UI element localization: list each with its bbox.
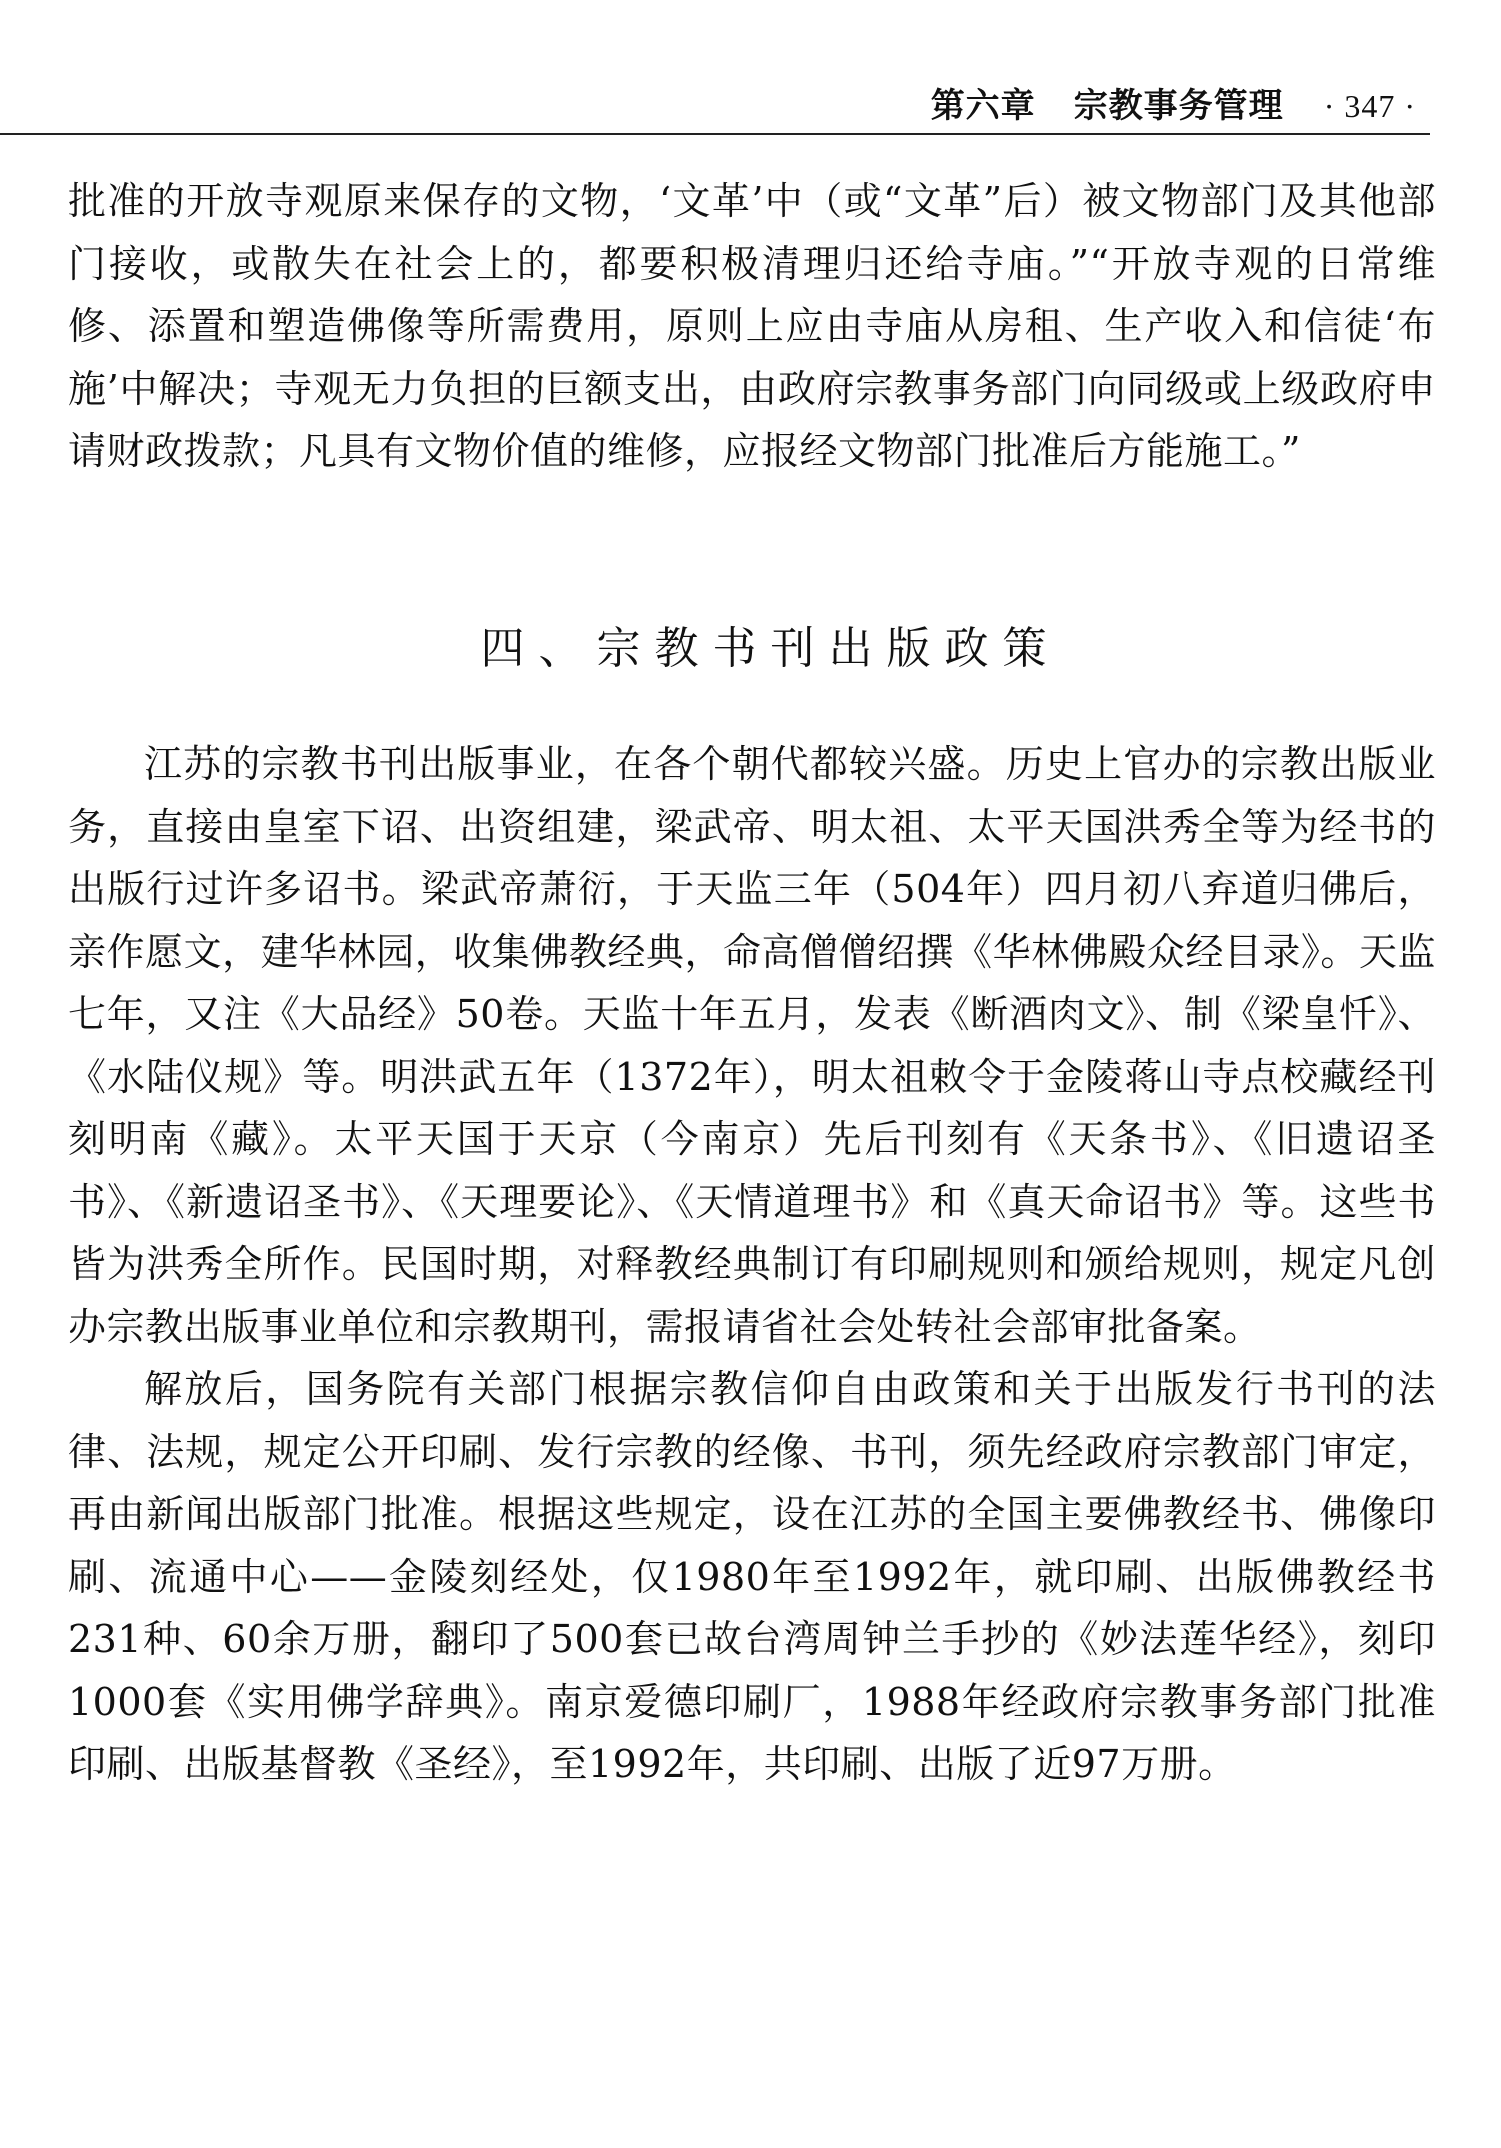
section-paragraph-2: 解放后，国务院有关部门根据宗教信仰自由政策和关于出版发行书刊的法律、法规，规定公开印刷、发行宗教的经像、书刊，须先经政府宗教部门审定，再由新闻出版部门批准。根据这些规定，设在江苏的全国主要佛教经书、佛像印刷、流通中心——金陵刻经处，仅1980年至1992年，就印刷、出版佛教经书231种、60余万册，翻印了500套已故台湾周钟兰手抄的《妙法莲华经》，刻印1000套《实用佛学辞典》。南京爱德印刷厂，1988年经政府宗教事务部门批准印刷、出版基督教《圣经》，至1992年，共印刷、出版了近97万册。: [68, 1367, 1436, 1786]
continued-paragraph-block: [68, 170, 1436, 483]
section-heading: 四、宗教书刊出版政策: [480, 623, 1061, 674]
header-rule: [0, 133, 1430, 135]
section-body: [68, 733, 1436, 1796]
chapter-number: 第六章: [930, 86, 1036, 126]
chapter-title: 宗教事务管理: [1073, 86, 1284, 126]
running-header: [931, 78, 1416, 127]
continued-paragraph: 批准的开放寺观原来保存的文物，‘文革’中（或“文革”后）被文物部门及其他部门接收，或散失在社会上的，都要积极清理归还给寺庙。”“开放寺观的日常维修、添置和塑造佛像等所需费用，原则上应由寺庙从房租、生产收入和信徒‘布施’中解决；寺观无力负担的巨额支出，由政府宗教事务部门向同级或上级政府申请财政拨款；凡具有文物价值的维修，应报经文物部门批准后方能施工。”: [68, 179, 1436, 473]
section-paragraph-1: 江苏的宗教书刊出版事业，在各个朝代都较兴盛。历史上官办的宗教出版业务，直接由皇室下诏、出资组建，梁武帝、明太祖、太平天国洪秀全等为经书的出版行过许多诏书。梁武帝萧衍，于天监三年（504年）四月初八弃道归佛后，亲作愿文，建华林园，收集佛教经典，命高僧僧绍撰《华林佛殿众经目录》。天监七年，又注《大品经》50卷。天监十年五月，发表《断酒肉文》、制《梁皇忏》、《水陆仪规》等。明洪武五年（1372年），明太祖敕令于金陵蒋山寺点校藏经刊刻明南《藏》。太平天国于天京（今南京）先后刊刻有《天条书》、《旧遗诏圣书》、《新遗诏圣书》、《天理要论》、《天情道理书》和《真天命诏书》等。这些书皆为洪秀全所作。民国时期，对释教经典制订有印刷规则和颁给规则，规定凡创办宗教出版事业单位和宗教期刊，需报请省社会处转社会部审批备案。: [68, 742, 1436, 1349]
page-number: · 347 ·: [1323, 88, 1416, 124]
